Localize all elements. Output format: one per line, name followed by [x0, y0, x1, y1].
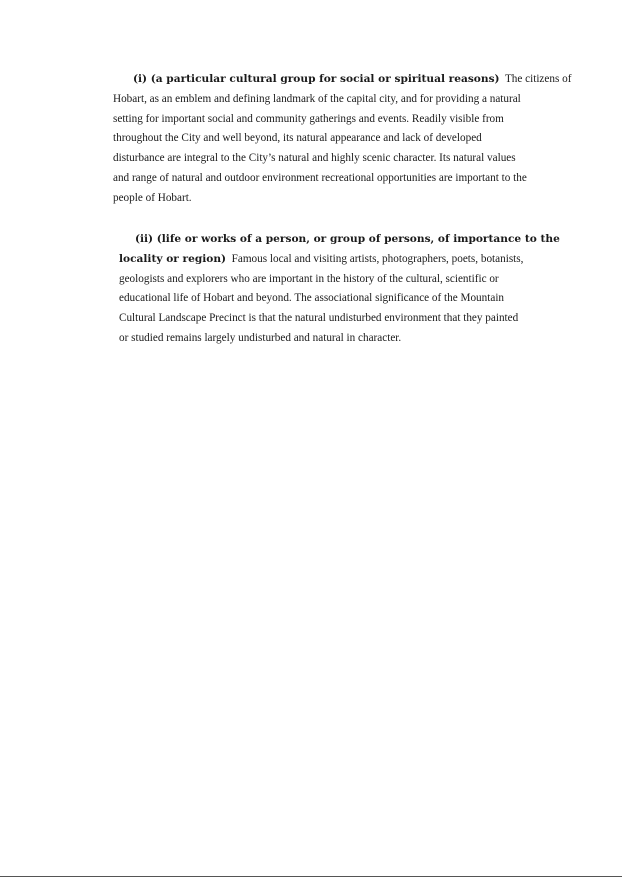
criterion-ii-paragraph — [119, 230, 560, 349]
paragraph-line — [119, 250, 539, 270]
paragraph-line: geologists and explorers who are important in the history of the cultural, scientific or — [119, 272, 499, 285]
paragraph-line: people of Hobart. — [113, 191, 192, 204]
paragraph-line: Cultural Landscape Precinct is that the natural undisturbed environment that they painted — [119, 312, 519, 325]
paragraph-line: setting for important social and community gatherings and events. Readily visible from — [113, 112, 504, 125]
paragraph-line — [113, 70, 572, 90]
criterion-heading: (ii) (life or works of a person, or group of persons, of importance to the — [135, 233, 560, 245]
paragraph-line: Hobart, as an emblem and defining landmark of the capital city, and for providing a natural — [113, 92, 521, 105]
criterion-heading-continued: locality or region) — [119, 252, 227, 265]
criterion-heading: (i) (a particular cultural group for social or spiritual reasons) — [133, 73, 500, 85]
paragraph-line: and range of natural and outdoor environment recreational opportunities are important to the — [113, 171, 527, 184]
paragraph-text: Famous local and visiting artists, photographers, poets, botanists, — [231, 252, 524, 265]
page-bottom-border — [0, 876, 622, 877]
paragraph-line: or studied remains largely undisturbed and natural in character. — [119, 331, 402, 344]
paragraph-line: throughout the City and well beyond, its natural appearance and lack of developed — [113, 132, 482, 145]
paragraph-line: educational life of Hobart and beyond. The associational significance of the Mountain — [119, 292, 505, 305]
paragraph-text: The citizens of — [504, 73, 572, 85]
criterion-i-paragraph — [113, 70, 572, 209]
paragraph-line: disturbance are integral to the City’s natural and highly scenic character. Its natural values — [113, 152, 516, 165]
